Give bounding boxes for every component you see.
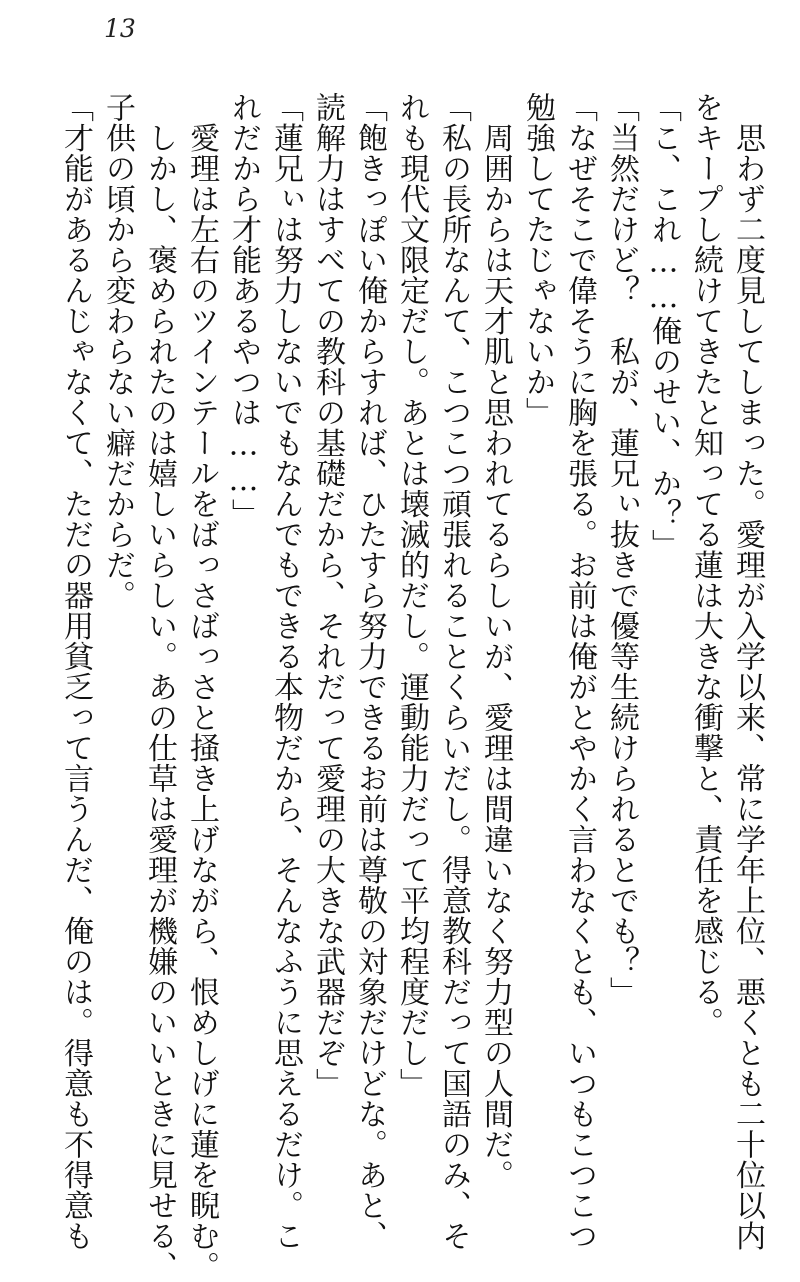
text-line: 愛理は左右のツインテールをばっさばっさと掻き上げながら、恨めしげに蓮を睨む。 <box>184 92 219 1282</box>
text-line: 思わず二度見してしまった。愛理が入学以来、常に学年上位、悪くとも二十位以内 <box>730 92 765 1251</box>
text-line: をキープし続けてきたと知ってる蓮は大きな衝撃と、責任を感じる。 <box>688 92 723 1038</box>
vertical-text-body <box>54 92 768 1282</box>
text-line: 「なぜそこで偉そうに胸を張る。お前は俺がとやかく言わなくとも、いつもこつこつ <box>562 92 597 1251</box>
page-number: 13 <box>104 14 136 43</box>
text-line: 子供の頃から変わらない癖だからだ。 <box>100 92 135 611</box>
text-line: しかし、褒められたのは嬉しいらしい。あの仕草は愛理が機嫌のいいときに見せる、 <box>142 92 177 1282</box>
text-line: れも現代文限定だし。あとは壊滅的だし。運動能力だって平均程度だし」 <box>394 92 429 1099</box>
text-line: 周囲からは天才肌と思われてるらしいが、愛理は間違いなく努力型の人間だ。 <box>478 92 513 1190</box>
text-line: 勉強してたじゃないか」 <box>520 92 555 428</box>
text-line: 読解力はすべての教科の基礎だから、それだって愛理の大きな武器だぞ」 <box>310 92 345 1099</box>
text-line: 「才能があるんじゃなくて、ただの器用貧乏って言うんだ、俺のは。得意も不得意も <box>58 92 93 1251</box>
text-line: 「蓮兄ぃは努力しないでもなんでもできる本物だから、そんなふうに思えるだけ。こ <box>268 92 303 1251</box>
text-line: 「私の長所なんて、こつこつ頑張れることくらいだし。得意教科だって国語のみ、そ <box>436 92 471 1251</box>
text-line: 「当然だけど？ 私が、蓮兄ぃ抜きで優等生続けられるとでも？」 <box>604 92 639 1007</box>
text-line: れだから才能あるやつは……」 <box>226 92 261 529</box>
text-line: 「飽きっぽい俺からすれば、ひたすら努力できるお前は尊敬の対象だけどな。あと、 <box>352 92 387 1251</box>
text-line: 「こ、これ……俺のせい、か？」 <box>646 92 681 560</box>
